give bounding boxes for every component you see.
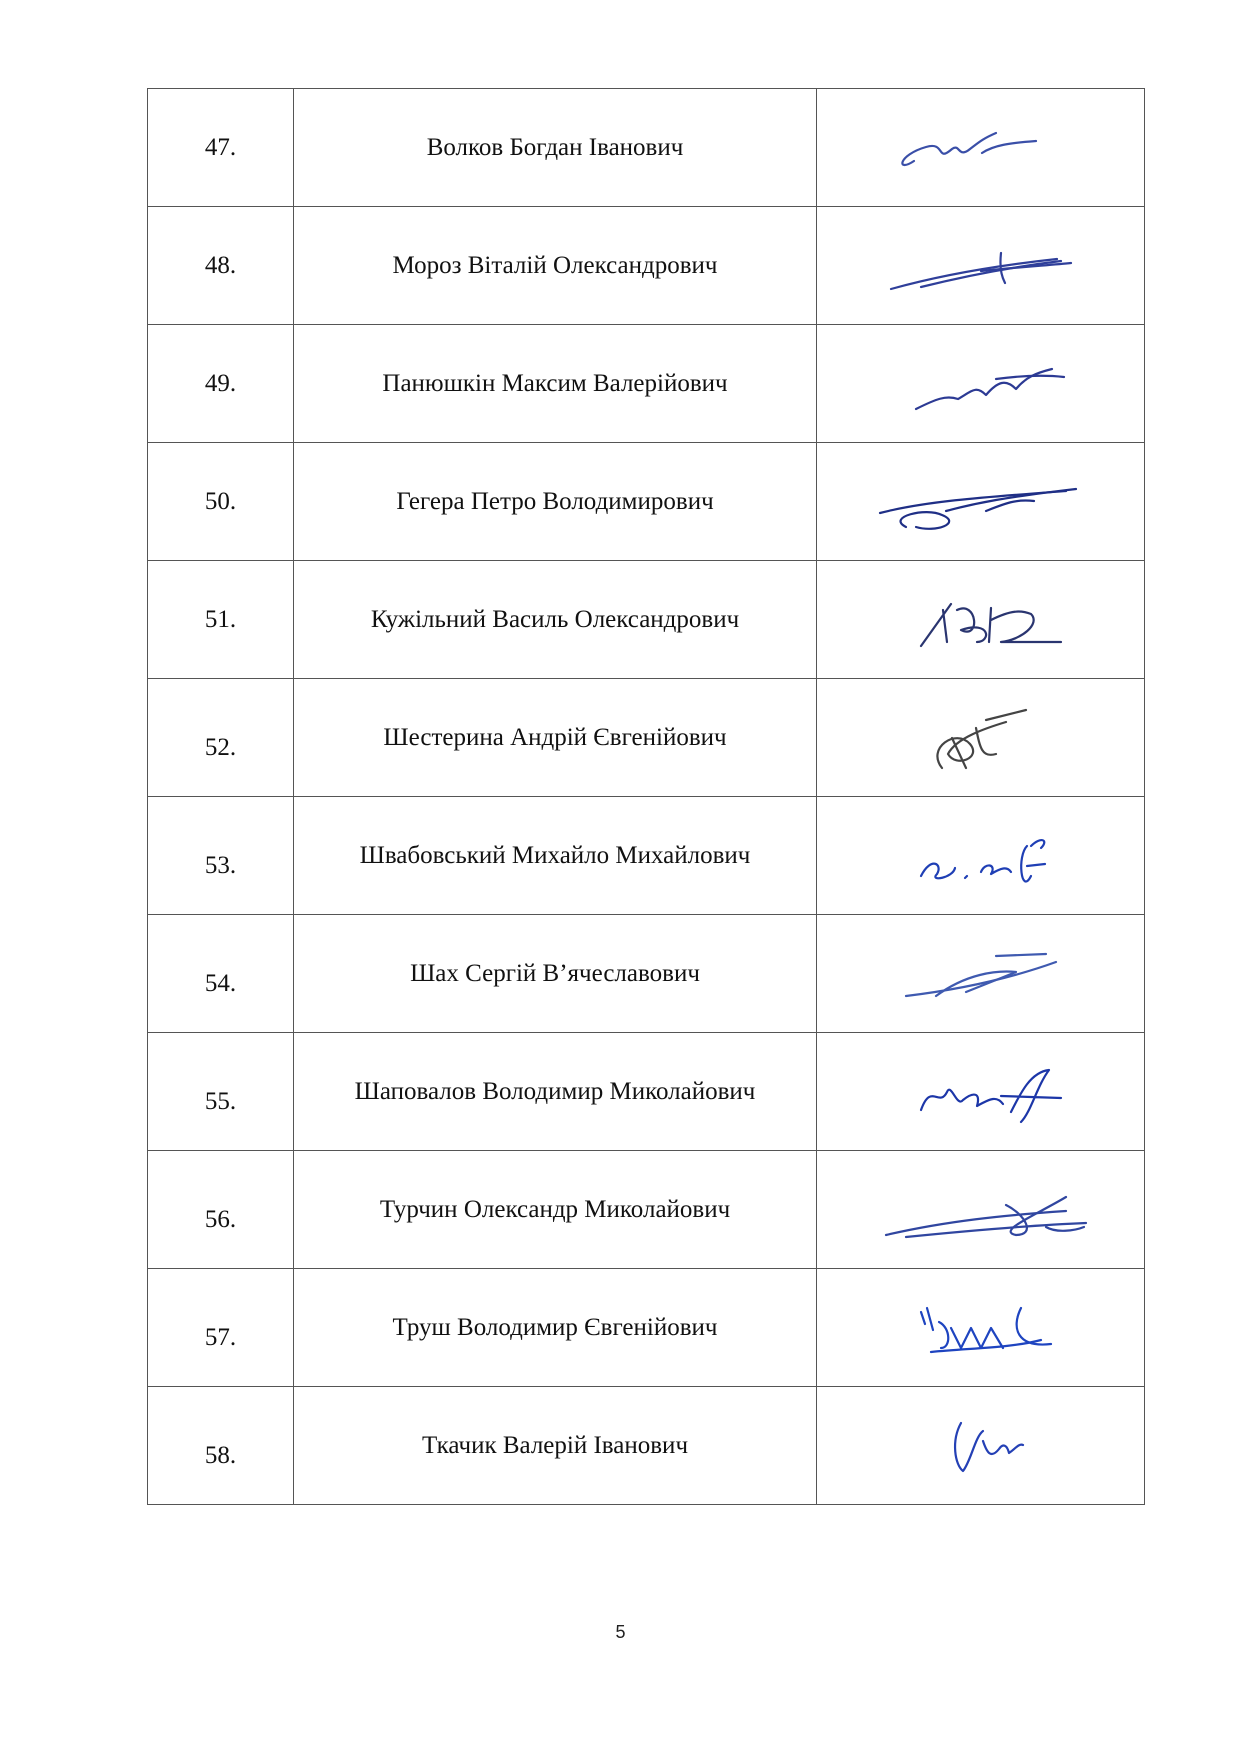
table-row xyxy=(148,561,1145,679)
handwritten-signature xyxy=(881,231,1081,301)
signature-cell xyxy=(817,1387,1145,1505)
table-row xyxy=(148,915,1145,1033)
signature-cell xyxy=(817,443,1145,561)
full-name-cell xyxy=(294,325,817,443)
full-name-cell xyxy=(294,915,817,1033)
full-name-cell xyxy=(294,207,817,325)
full-name: Кужільний Василь Олександрович xyxy=(370,605,740,633)
signature-stroke xyxy=(996,954,1046,956)
signature-stroke xyxy=(921,604,1061,646)
row-number: 47. xyxy=(204,133,237,161)
row-number-cell xyxy=(148,679,294,797)
signature-stroke xyxy=(1021,840,1045,881)
row-number-cell xyxy=(148,207,294,325)
table-row xyxy=(148,207,1145,325)
handwritten-signature xyxy=(891,1288,1071,1368)
full-name: Панюшкін Максим Валерійович xyxy=(382,369,728,397)
signature-stroke xyxy=(1001,1070,1061,1122)
row-number: 57. xyxy=(204,1323,237,1351)
table-row xyxy=(148,797,1145,915)
handwritten-signature xyxy=(891,1401,1071,1491)
row-number-cell xyxy=(148,797,294,915)
signature-cell xyxy=(817,1151,1145,1269)
row-number: 55. xyxy=(204,1087,237,1115)
signature-stroke xyxy=(937,722,1006,768)
handwritten-signature xyxy=(876,349,1086,419)
signature-stroke xyxy=(1046,1227,1084,1231)
signature-cell xyxy=(817,207,1145,325)
signature-stroke xyxy=(965,876,967,878)
signature-cell xyxy=(817,1269,1145,1387)
signature-stroke xyxy=(982,141,1036,153)
signature-stroke xyxy=(906,962,1056,996)
handwritten-signature xyxy=(876,934,1086,1014)
row-number: 48. xyxy=(204,251,237,279)
row-number-cell xyxy=(148,1387,294,1505)
full-name-cell xyxy=(294,797,817,915)
signature-stroke xyxy=(900,512,949,529)
signature-stroke xyxy=(983,1441,1023,1454)
signature-cell xyxy=(817,561,1145,679)
full-name: Турчин Олександр Миколайович xyxy=(379,1195,731,1223)
signature-stroke xyxy=(921,863,955,878)
row-number-cell xyxy=(148,443,294,561)
full-name: Ткачик Валерій Іванович xyxy=(421,1431,689,1459)
row-number: 52. xyxy=(204,733,237,761)
handwritten-signature xyxy=(881,816,1081,896)
signature-cell xyxy=(817,915,1145,1033)
full-name-cell xyxy=(294,1151,817,1269)
row-number: 56. xyxy=(204,1205,237,1233)
handwritten-signature xyxy=(881,580,1081,660)
full-name-cell xyxy=(294,679,817,797)
full-name: Шестерина Андрій Євгенійович xyxy=(383,723,727,751)
full-name: Волков Богдан Іванович xyxy=(426,133,684,161)
row-number-cell xyxy=(148,325,294,443)
signature-stroke xyxy=(902,133,996,165)
full-name-cell xyxy=(294,561,817,679)
full-name-cell xyxy=(294,1269,817,1387)
table-row xyxy=(148,1269,1145,1387)
table-row xyxy=(148,1033,1145,1151)
signature-stroke xyxy=(921,1089,1003,1109)
table-row xyxy=(148,89,1145,207)
full-name: Швабовський Михайло Михайлович xyxy=(359,841,751,869)
signature-stroke xyxy=(986,500,1034,511)
row-number: 53. xyxy=(204,851,237,879)
signature-cell xyxy=(817,89,1145,207)
table-row xyxy=(148,1151,1145,1269)
full-name: Шах Сергій В’ячеславович xyxy=(410,959,700,987)
row-number-cell xyxy=(148,1269,294,1387)
handwritten-signature xyxy=(866,467,1096,537)
full-name-cell xyxy=(294,1387,817,1505)
signature-cell xyxy=(817,797,1145,915)
row-number: 58. xyxy=(204,1441,237,1469)
full-name: Гегера Петро Володимирович xyxy=(396,487,714,515)
signature-stroke xyxy=(921,1308,1003,1348)
signature-table-body xyxy=(148,89,1145,1505)
table-row xyxy=(148,325,1145,443)
row-number-cell xyxy=(148,1033,294,1151)
row-number-cell xyxy=(148,89,294,207)
row-number: 54. xyxy=(204,969,237,997)
row-number-cell xyxy=(148,1151,294,1269)
signature-cell xyxy=(817,679,1145,797)
full-name: Мороз Віталій Олександрович xyxy=(392,251,718,279)
full-name-cell xyxy=(294,1033,817,1151)
full-name-cell xyxy=(294,443,817,561)
full-name: Шаповалов Володимир Миколайович xyxy=(354,1077,756,1105)
signature-cell xyxy=(817,325,1145,443)
row-number-cell xyxy=(148,561,294,679)
signature-table xyxy=(147,88,1145,1505)
table-row xyxy=(148,443,1145,561)
full-name-cell xyxy=(294,89,817,207)
table-row xyxy=(148,679,1145,797)
row-number: 50. xyxy=(204,487,237,515)
full-name: Труш Володимир Євгенійович xyxy=(392,1313,718,1341)
signature-stroke xyxy=(981,865,1011,874)
handwritten-signature xyxy=(886,113,1076,183)
handwritten-signature xyxy=(881,1052,1081,1132)
row-number-cell xyxy=(148,915,294,1033)
handwritten-signature xyxy=(866,1175,1096,1245)
table-row xyxy=(148,1387,1145,1505)
row-number: 49. xyxy=(204,369,237,397)
page-number: 5 xyxy=(615,1622,626,1642)
signature-cell xyxy=(817,1033,1145,1151)
handwritten-signature xyxy=(886,698,1076,778)
signature-stroke xyxy=(955,1423,983,1471)
row-number: 51. xyxy=(204,605,237,633)
